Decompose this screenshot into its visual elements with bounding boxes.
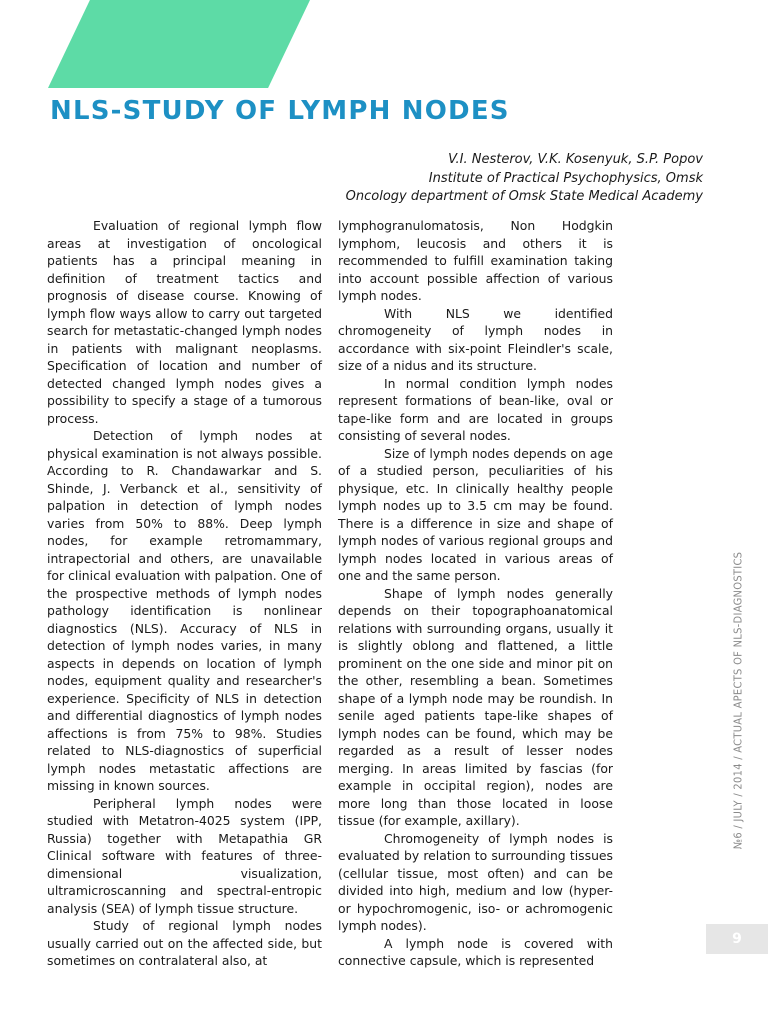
left-text-column bbox=[47, 217, 322, 970]
running-header-sidebar bbox=[728, 548, 748, 852]
paragraph: Peripheral lymph nodes were studied with Metatron-4025 system (IPP, Russia) together with Metapathia GR Clinical software with features of three-dimensional visualization, ultramicroscanning and spectral-entropic analysis (SEA) of lymph tissue structure. bbox=[47, 795, 322, 916]
paragraph: With NLS we identified chromogeneity of lymph nodes in accordance with six-point Fleindler's scale, size of a nidus and its structure. bbox=[338, 305, 613, 373]
article-title: NLS-STUDY OF LYMPH NODES bbox=[50, 96, 510, 126]
paragraph: Size of lymph nodes depends on age of a studied person, peculiarities of his physique, etc. In clinically healthy people lymph nodes up to 3.5 cm may be found. There is a difference in size and shape of lymph nodes of various regional groups and lymph nodes located in various areas of one and the same person. bbox=[338, 445, 613, 583]
paragraph-continued: lymphogranulomatosis, Non Hodgkin lymphom, leucosis and others it is recommended to fulfill examination taking into account possible affection of various lymph nodes. bbox=[338, 218, 613, 303]
paragraph: A lymph node is covered with connective capsule, which is represented bbox=[338, 935, 613, 968]
paragraph: Evaluation of regional lymph flow areas at investigation of oncological patients has a principal meaning in definition of treatment tactics and prognosis of disease course. Knowing of lymph flow ways allow to carry out targeted search for metastatic-changed lymph nodes in patients with malignant neoplasms. Specification of location and number of detected changed lymph nodes gives a possibility to specify a stage of a tumorous process. bbox=[47, 218, 322, 426]
author-names: V.I. Nesterov, V.K. Kosenyuk, S.P. Popov bbox=[448, 152, 703, 167]
paragraph: Study of regional lymph nodes usually carried out on the affected side, but sometimes on contralateral also, at bbox=[47, 918, 322, 968]
page-number: 9 bbox=[732, 931, 742, 947]
author-block bbox=[346, 151, 703, 207]
header-accent-banner bbox=[48, 0, 310, 88]
paragraph: In normal condition lymph nodes represent formations of bean-like, oval or tape-like form and are located in groups consisting of several nodes. bbox=[338, 375, 613, 443]
affiliation-1: Institute of Practical Psychophysics, Omsk bbox=[428, 170, 703, 186]
affiliation-2: Oncology department of Omsk State Medical Academy bbox=[345, 189, 703, 204]
paragraph: Chromogeneity of lymph nodes is evaluated by relation to surrounding tissues (cellular tissue, most often) and can be divided into high, medium and low (hyper- or hypochromogenic, iso- or achromogenic lymph nodes). bbox=[338, 830, 613, 933]
page-number-box bbox=[706, 924, 768, 954]
right-text-column bbox=[338, 217, 613, 970]
paragraph: Shape of lymph nodes generally depends on their topographoanatomical relations with surrounding organs, usually it is slightly oblong and flattened, a little prominent on the one side and minor pit on the other, resembling a bean. Sometimes shape of a lymph node may be roundish. In senile aged patients tape-like shapes of lymph nodes can be found, which may be regarded as a result of lesser nodes merging. In areas limited by fascias (for example in occipital region), nodes are more long than those located in loose tissue (for example, axillary). bbox=[338, 585, 613, 828]
running-header-text: №6 / JULY / 2014 / ACTUAL APECTS OF NLS-DIAGNOSTICS bbox=[731, 551, 745, 849]
paragraph: Detection of lymph nodes at physical examination is not always possible. According to R. Chandawarkar and S. Shinde, J. Verbanck et al., sensitivity of palpation in detection of lymph nodes varies from 50% to 88%. Deep lymph nodes, for example retromammary, intrapectorial and others, are unavailable for clinical evaluation with palpation. One of the prospective methods of lymph nodes pathology identification is nonlinear diagnostics (NLS). Accuracy of NLS in detection of lymph nodes varies, in many aspects in depends on location of lymph nodes, equipment quality and researcher's experience. Specificity of NLS in detection and differential diagnostics of lymph nodes affections is from 75% to 98%. Studies related to NLS-diagnostics of superficial lymph nodes metastatic affections are missing in known sources. bbox=[47, 428, 322, 793]
